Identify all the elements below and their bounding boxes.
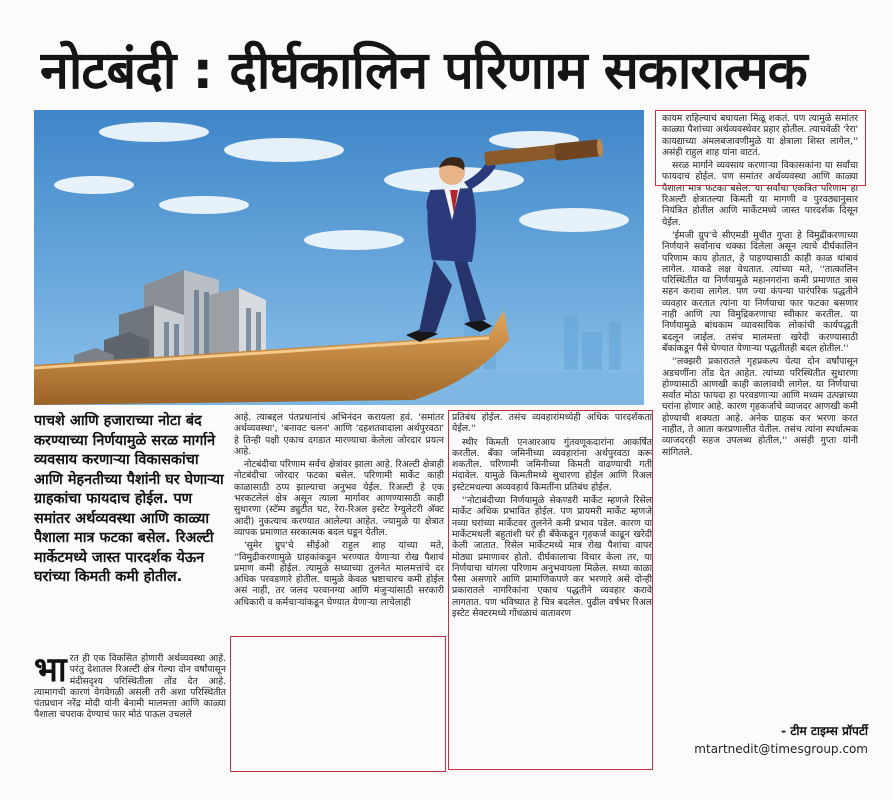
col3-paragraph-1: प्रतिबंध होईल. तसंच व्यवहारांमध्येही अधिक पारदर्शकता येईल.'': [452, 412, 652, 435]
col2-paragraph-2: नोटबंदीचा परिणाम सर्वच क्षेत्रांवर झाला आहे. रिअल्टी क्षेत्राही नोटबंदीचा जोरदार फटका बसेल. परिणामी मार्केट काही काळासाठी ठप्प झाल्याचा अनुभव येईल. रिअल्टी हे एक भरकटलेलं क्षेत्र असून त्याला मार्गावर आणण्यासाठी काही सुधारणा (स्टॅम्प ड्युटीत घट, रेरा-रिअल इस्टेट रेग्युलेटरी अ‍ॅक्ट आदी) नुकत्याच करण्यात आलेल्या आहेत. ज्यामुळे या क्षेत्रात व्यापक प्रमाणात सरकात्मक बदल घडून येतील.: [234, 459, 444, 538]
col1-text: रत ही एक विकसित होणारी अर्थव्यवस्था आहे. परंतु देशातल रिअल्टी क्षेत्र गेल्या दोन वर्षांपासून मंदीसदृश्य परिस्थितीला तोंड देत आहे. त्यामागची कारणं वेगवेगळी असली तरी अशा परिस्थितीत पंतप्रधान नरेंद्र मोदी यांनी बेनामी मालमत्ता आणि काळ्या पैशाला चपराक देण्याचं फार मोठं पाऊल उचलले: [34, 653, 226, 721]
article-illustration: [34, 110, 644, 405]
article-column-1: [34, 653, 226, 775]
col3-paragraph-3: ''नोटाबंदीच्या निर्णयामुळे सेकण्डरी मार्केट म्हणजे रिसेल मार्केट अधिक प्रभावित होईल. पण प्रायमरी मार्केट म्हणजे नव्या घरांच्या मार्केटवर तुलनेने कमी प्रभाव पडेल. कारण या मार्केटमधली बहुतांशी घरं ही बँकेकडून गृहकर्ज काढून खरेदी केली जातात. रिसेल मार्केटमध्ये मात्र रोख पैशांचा वापर मोठ्या प्रमाणावर होतो. दीर्घकालाचा विचार केला तर, या निर्णयाचा चांगला परिणाम अनुभवायला मिळेल. सध्या काळा पैसा असणारे आणि प्रामाणिकपणे कर भरणारे असे दोन्ही प्रकारातले नागरिकांना एकाच पद्धतीने व्यवहार करावे लागतात. पण भविष्यात हे चित्र बदलेल. पुढील वर्षभर रिअल इस्टेट सेक्टरमध्ये गोंधळाचं वातावरण: [452, 495, 652, 620]
col2-paragraph-1: आहे. त्याबद्दल पंतप्रधानांचं अभिनंदन करायला हवं. 'समांतर अर्थव्यवस्था', 'बनावट चलन' आणि 'दहशतवादाला अर्थपुरवठा' हे तिन्ही पक्षी एकाच दगडात मारण्याचा केलेला जोरदार प्रयत्न आहे.: [234, 412, 444, 457]
dropcap: भा: [34, 653, 67, 690]
highlight-box-column-4: [655, 110, 866, 186]
col4-paragraph-1: कायम राहिल्याचं बघायला मिळू शकतं. पण त्यामुळे समांतर काळ्या पैशांच्या अर्थव्यवस्थेवर प्रहार होतील. त्याचवेळी 'रेरा' कायद्याच्या अंमलबजावणीमुळे या क्षेत्राला शिस्त लागेल,'' असंही राहुल शाह यांना वाटतं.: [662, 113, 858, 158]
col4-paragraph-2: सरळ मार्गाने व्यवसाय करणाऱ्या विकासकांना या सर्वांचा फायदाच होईल. पण समांतर अर्थव्यवस्था आणि काळ्या पैशाला मात्र फटका बसेल. या सर्वांचा एकत्रित परिणाम हा रिअल्टी क्षेत्रातल्या किमती या मागणी व पुरवठ्यानुसार नियंत्रित होतील आणि मार्केटमध्ये जास्त पारदर्शक दिसून येईल.: [662, 160, 858, 228]
contact-email: mtartnedit@timesgroup.com: [694, 742, 868, 756]
col4-paragraph-4: ''लक्झरी प्रकारातले गृहप्रकल्प येत्या दोन वर्षांपासून अडचणींना तोंड देत आहेत. त्यांच्या परिस्थितीत सुधारणा होण्यासाठी आणखी काही कालावधी लागेल. या निर्णयाचा सर्वात मोठा फायदा हा परवडणाऱ्या आणि मध्यम उत्पन्नाच्या घरांना होणार आहे. कारण गृहकर्जाचे व्याजदर आणखी कमी होण्याची शक्यता आहे. अनेक ग्राहक कर भरणा करत नाहीत, ते आता करप्रणालीत येतील. तसंच त्यांना स्पर्धात्मक व्याजदरही सहज उपलब्ध होतील,'' असंही गुप्ता यांनी सांगितले.: [662, 356, 858, 458]
article-column-4: [662, 113, 858, 738]
highlight-box-column-3: [448, 410, 653, 770]
lead-paragraph: पाचशे आणि हजाराच्या नोटा बंद करण्याच्या निर्णयामुळे सरळ मार्गाने व्यवसाय करणाऱ्या विकासकांचा आणि मेहनतीच्या पैशांनी घर घेणाऱ्या ग्राहकांचा फायदाच होईल. पण समांतर अर्थव्यवस्था आणि काळ्या पैशाला मात्र फटका बसेल. रिअल्टी मार्केटमध्ये जास्त पारदर्शक येऊन घरांच्या किमती कमी होतील.: [34, 413, 224, 585]
col4-paragraph-3: 'ईमजी ग्रुप'चे सीएमडी मुधीत गुप्ता हे विमुद्रीकरणाच्या निर्णयाने सर्वांनाच धक्का दिलेला असून त्याचे दीर्घकालिन परिणाम काय होतात, हे पाहण्यासाठी काही काळ थांबावं लागेल. याकडे लक्ष वेधतात. त्यांच्या मते, ''तात्कालिन परिस्थितीत या निर्णयामुळे महानगरांना कमी प्रमाणात त्रास सहन करावा लागेल. पण ज्या कंपन्या पारंपरिक पद्धतीने व्यवहार करतात त्यांना या निर्णयाचा फार फटका बसणार नाही आणि त्या विमुद्रिकरणाचा स्वीकार करतील. या निर्णयामुळे बांधकाम व्यावसायिक लोकांची कार्यपद्धती बदलून जाईल. तसंच मालमत्ता खरेदी करण्यासाठी बँकांकडून पैसे घेण्यात येणाऱ्या पद्धतीतही बदल होतील.'': [662, 229, 858, 354]
businessman-on-ship-illustration: [34, 110, 644, 405]
highlight-box-column-2: [230, 636, 446, 772]
byline: - टीम टाइम्स प्रॉपर्टी: [781, 724, 868, 738]
headline: नोटबंदी : दीर्घकालिन परिणाम सकारात्मक: [40, 41, 807, 101]
col2-paragraph-3: 'सुमेर ग्रुप'चे सीईओ राहुल शाह यांच्या मते, ''विमुद्रीकरणामुळे ग्राहकांकडून भरण्यात येणाऱ्या रोख पैशाचं प्रमाण कमी होईल. त्यामुळे सध्याच्या तुलनेत मालमत्तांचे दर अधिक परवडणारे होतील. यामुळे केवळ भ्रष्टाचारच कमी होईल असं नाही, तर जलद परवानग्या आणि मंजुऱ्यांसाठी सरकारी अधिकारी व कर्मचाऱ्यांकडून घेण्यात येणाऱ्या लाचेलाही: [234, 540, 444, 608]
col3-paragraph-2: स्थीर किमती एनआरआय गुंतवणूकदारांना आकर्षित करतील. बँका जमिनीच्या व्यवहारांना अर्थपुरवठा करू शकतील. परिणामी जमिनीच्या किमती वाढण्याची गती मंदावेल. यामुळे किमतीमध्ये सुधारणा होईल आणि रिअल इस्टेटमधल्या अव्यवहार्य किमतींना प्रतिबंध होईल.: [452, 436, 652, 493]
